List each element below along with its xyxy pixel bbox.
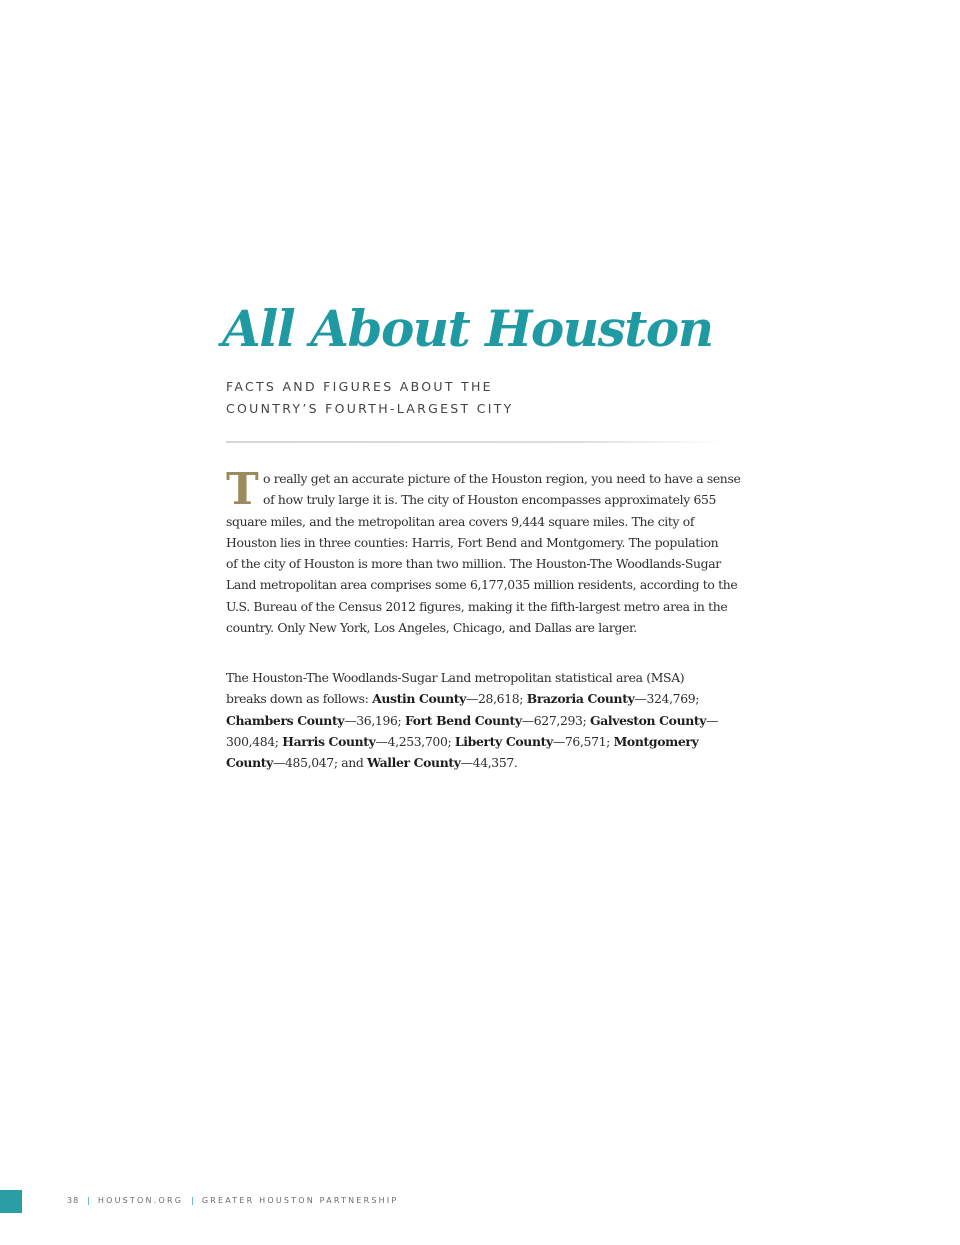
county-population: 627,293 <box>533 712 583 728</box>
page-footer <box>67 1195 398 1207</box>
intro-line: U.S. Bureau of the Census 2012 figures, making it the fifth-largest metro area in the <box>226 598 728 614</box>
page-number: 38 <box>67 1196 80 1205</box>
intro-line: of how truly large it is. The city of Houston encompasses approximately 655 <box>263 492 717 508</box>
msa-line: Chambers County—36,196; Fort Bend County—627,293; Galveston County— <box>226 712 719 728</box>
county-name: Liberty County <box>454 733 553 749</box>
county-name: Harris County <box>282 733 376 749</box>
county-population: 485,047 <box>285 755 334 771</box>
intro-line: o really get an accurate picture of the Houston region, you need to have a sense <box>263 471 741 486</box>
subtitle-line-2: COUNTRY’S FOURTH-LARGEST CITY <box>226 401 514 416</box>
county-population: 76,571 <box>564 733 607 749</box>
intro-line: country. Only New York, Los Angeles, Chicago, and Dallas are larger. <box>226 620 637 636</box>
county-name: Austin County <box>372 691 466 707</box>
county-population: 300,484 <box>226 733 275 749</box>
intro-line: square miles, and the metropolitan area covers 9,444 square miles. The city of <box>226 513 695 529</box>
intro-line: of the city of Houston is more than two million. The Houston-The Woodlands-Sugar <box>226 556 721 572</box>
county-name: Fort Bend County <box>404 712 522 728</box>
county-name: Galveston County <box>589 712 707 728</box>
footer-organization: GREATER HOUSTON PARTNERSHIP <box>201 1196 399 1205</box>
msa-line <box>226 667 736 688</box>
county-name: Chambers County <box>226 712 345 728</box>
msa-intro-text: The Houston-The Woodlands-Sugar Land metropolitan statistical area (MSA) <box>226 670 685 685</box>
county-population: 28,618 <box>478 691 520 707</box>
county-population: 4,253,700 <box>387 733 448 749</box>
footer-color-block <box>0 1190 22 1213</box>
msa-line: County—485,047; and Waller County—44,357. <box>226 755 518 771</box>
footer-site-link[interactable]: HOUSTON.ORG <box>97 1196 184 1205</box>
county-population: 44,357 <box>472 755 514 771</box>
msa-paragraph <box>226 667 736 773</box>
county-name: Brazoria County <box>526 691 635 707</box>
intro-paragraph <box>226 464 741 638</box>
footer-separator: | <box>87 1196 90 1205</box>
county-population: 36,196 <box>356 712 398 728</box>
county-population: 324,769 <box>646 691 696 707</box>
page-subtitle <box>226 376 514 420</box>
county-name: Waller County <box>367 755 461 771</box>
county-name: County <box>226 755 273 771</box>
msa-intro-text: breaks down as follows: <box>226 691 373 707</box>
msa-line: breaks down as follows: Austin County—28,618; Brazoria County—324,769; <box>226 691 700 707</box>
drop-cap: T <box>226 464 259 515</box>
divider <box>226 441 726 443</box>
subtitle-line-1: FACTS AND FIGURES ABOUT THE <box>226 379 493 394</box>
msa-line: 300,484; Harris County—4,253,700; Liberty County—76,571; Montgomery <box>226 733 699 749</box>
page-title: All About Houston <box>222 299 713 358</box>
intro-line: Houston lies in three counties: Harris, Fort Bend and Montgomery. The population <box>226 534 719 550</box>
intro-line: Land metropolitan area comprises some 6,177,035 million residents, according to the <box>226 577 738 593</box>
county-name: Montgomery <box>613 733 699 749</box>
footer-separator: | <box>191 1196 194 1205</box>
